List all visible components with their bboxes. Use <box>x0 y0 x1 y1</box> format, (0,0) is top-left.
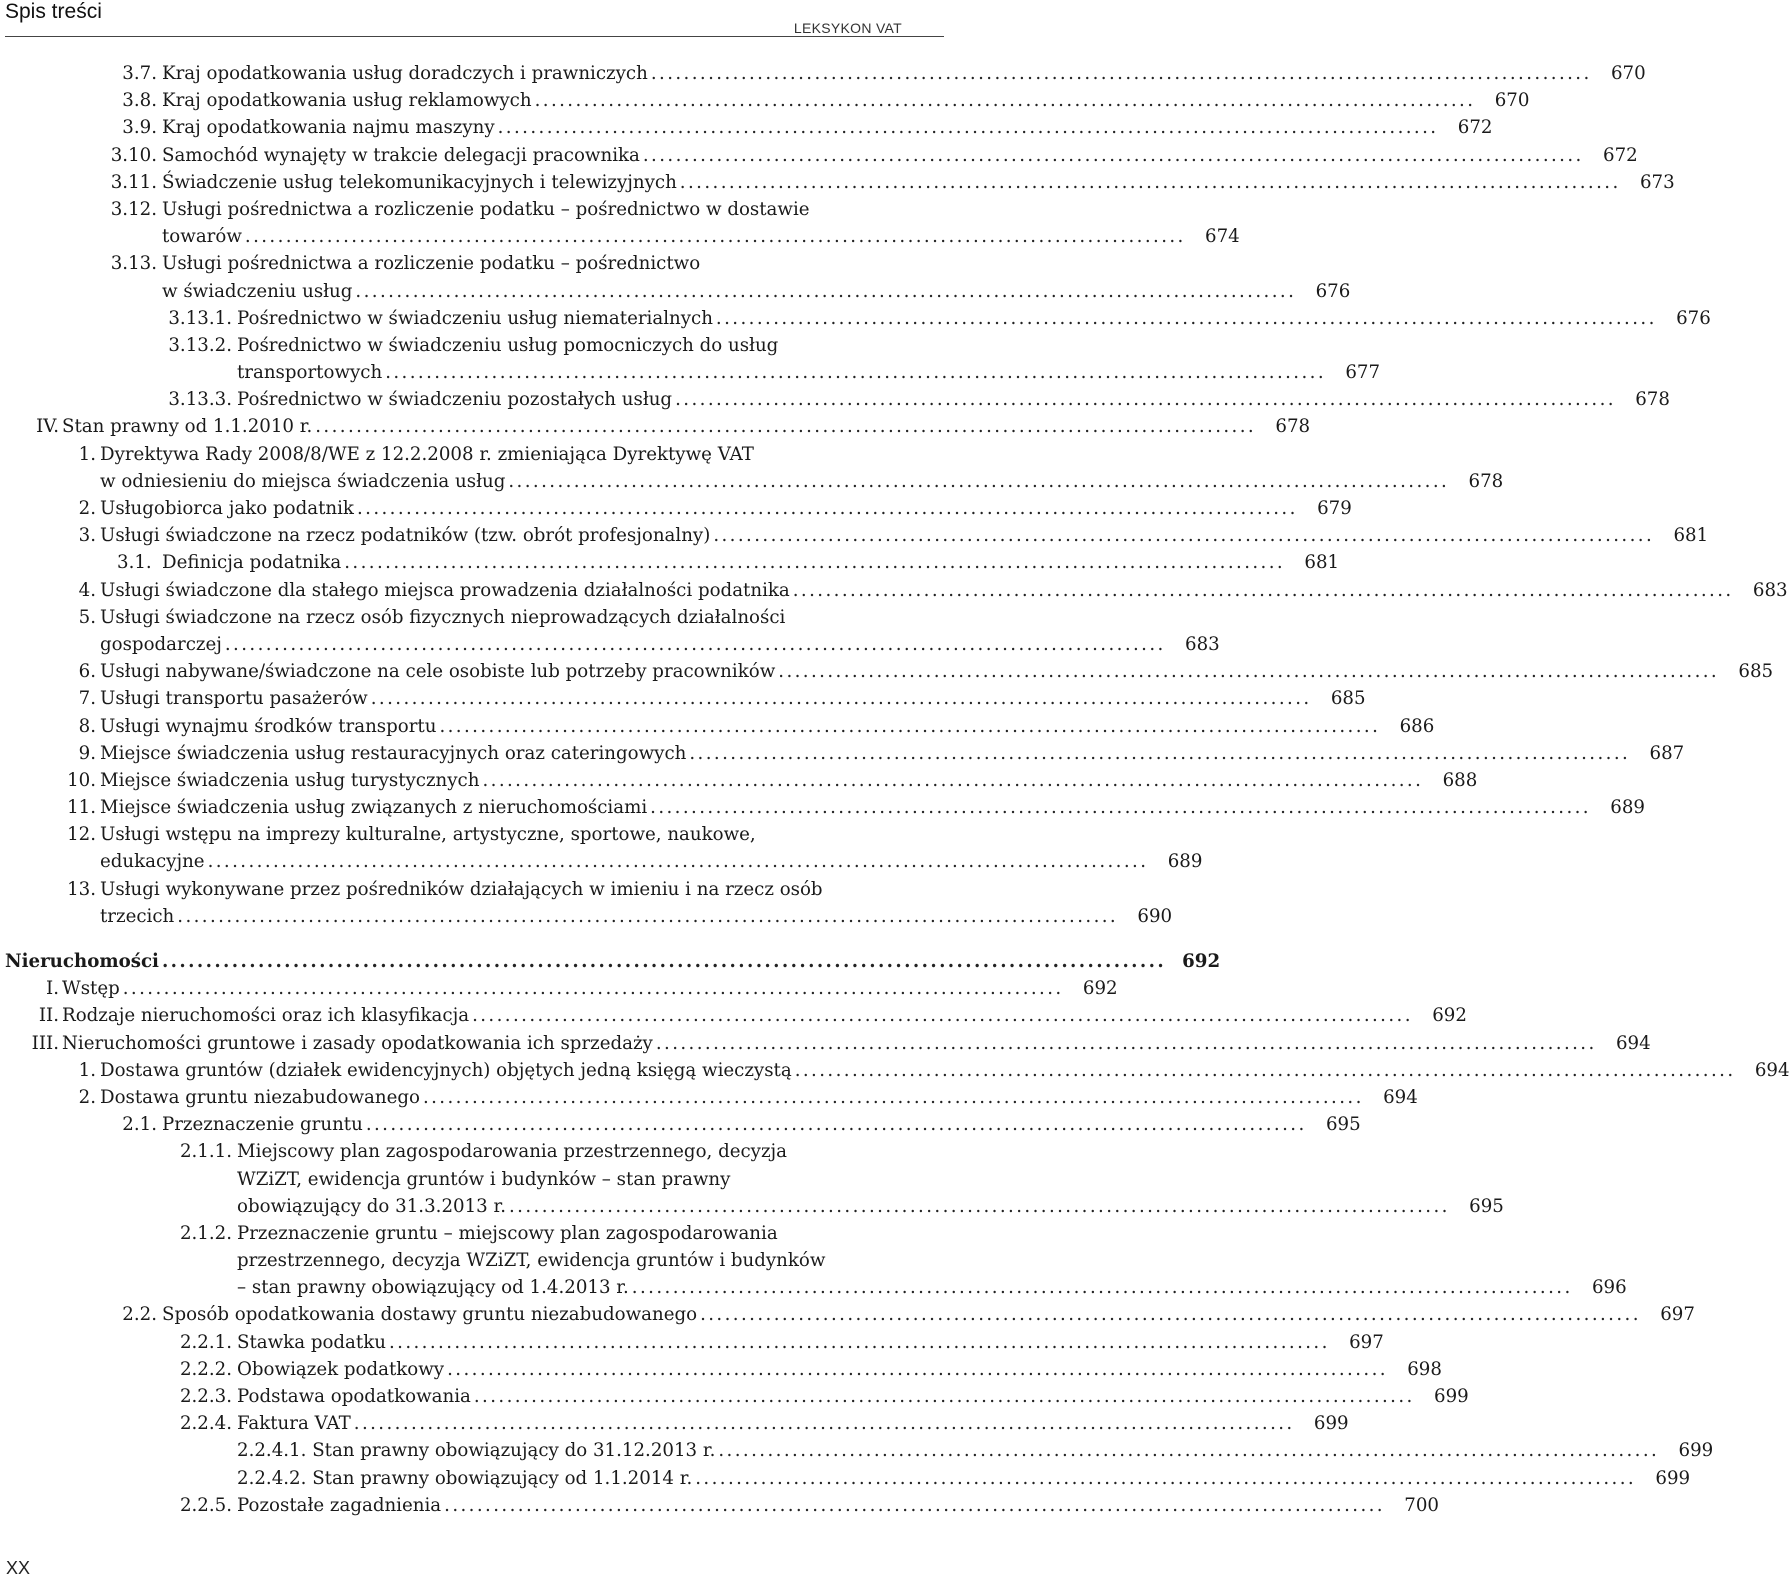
toc-entry-number: 3.13.1. <box>168 307 232 329</box>
toc-entry-title: Dostawa gruntu niezabudowanego <box>100 1086 420 1108</box>
toc-entry-number: 12. <box>67 824 96 846</box>
toc-entry-line <box>100 740 1685 767</box>
toc-entry-number: 11. <box>67 797 96 819</box>
toc-entry-title: obowiązujący do 31.3.2013 r. <box>237 1195 506 1217</box>
toc-entry-page: 678 <box>1468 470 1504 492</box>
toc-entry[interactable] <box>0 386 1670 413</box>
toc-entry-number: 3.7. <box>122 63 157 84</box>
dot-leader: ................................................................................................................... <box>473 1386 1415 1407</box>
dot-leader: ................................................................................................................... <box>356 498 1298 519</box>
toc-entry-line <box>162 169 1675 196</box>
toc-entry[interactable] <box>0 767 1478 794</box>
toc-entry-page: 681 <box>1673 525 1709 547</box>
toc-entry-page: 689 <box>1167 851 1203 873</box>
toc-entry-number: 3.1. <box>117 552 152 574</box>
toc-entry[interactable] <box>0 114 1493 141</box>
toc-entry[interactable] <box>0 522 1709 549</box>
toc-entry-page: 674 <box>1205 226 1240 248</box>
toc-entry-line <box>237 1383 1469 1410</box>
toc-entry-number: I. <box>46 978 59 1000</box>
toc-entry-page: 687 <box>1649 742 1685 764</box>
toc-entry-line <box>100 903 1173 930</box>
dot-leader: ................................................................................................................... <box>388 1331 1330 1353</box>
toc-entry-title: Dyrektywa Rady 2008/8/WE z 12.2.2008 r. zmieniająca Dyrektywę VAT <box>100 443 754 465</box>
dot-leader: ................................................................................................................... <box>689 742 1631 764</box>
toc-entry-number: 8. <box>78 715 96 737</box>
toc-entry[interactable] <box>0 1030 1651 1057</box>
dot-leader: ................................................................................................................... <box>700 1304 1641 1326</box>
toc-entry[interactable] <box>0 577 1788 604</box>
toc-entry[interactable] <box>0 332 1381 386</box>
toc-entry-line <box>100 685 1366 712</box>
toc-entry-line <box>5 948 1221 975</box>
toc-entry-line <box>162 60 1646 87</box>
toc-entry-number: 4. <box>78 579 96 601</box>
toc-entry-line <box>100 767 1478 794</box>
dot-leader: ................................................................................................................... <box>355 280 1297 302</box>
toc-entry[interactable] <box>0 250 1351 304</box>
toc-entry-title: Kraj opodatkowania usług doradczych i prawniczych <box>162 63 648 84</box>
toc-entry-line <box>100 468 1504 495</box>
toc-entry-number: 2.2.4. <box>179 1413 232 1435</box>
toc-entry-page: 700 <box>1404 1494 1439 1516</box>
toc-entry-title: Miejscowy plan zagospodarowania przestrzennego, decyzja <box>237 1141 788 1163</box>
toc-entry-line <box>100 1057 1790 1084</box>
toc-entry-line <box>100 876 946 903</box>
toc-entry[interactable] <box>0 413 1311 440</box>
toc-entry-number: 2.2.2. <box>179 1358 232 1380</box>
dot-leader: ................................................................................................................... <box>224 633 1166 655</box>
toc-entry[interactable] <box>0 1057 1790 1084</box>
toc-entry[interactable] <box>0 169 1675 196</box>
toc-entry-line <box>100 848 1203 875</box>
toc-entry-line <box>237 1437 1714 1464</box>
toc-entry-title: Usługi świadczone na rzecz osób fizycznych nieprowadzących działalności <box>100 606 786 628</box>
page-number: XX <box>6 1558 31 1578</box>
toc-entry-title: w odniesieniu do miejsca świadczenia usług <box>100 470 506 492</box>
toc-entry-number: 2.1. <box>122 1114 157 1136</box>
toc-entry-line <box>100 631 1220 658</box>
toc-entry-number: 3.13. <box>110 253 157 275</box>
toc-entry-line <box>237 386 1670 413</box>
dot-leader: ................................................................................................................... <box>447 1358 1388 1380</box>
toc-entry-line <box>62 975 1118 1002</box>
toc-entry-title: Usługi nabywane/świadczone na cele osobiste lub potrzeby pracowników <box>100 661 776 683</box>
toc-entry-title: Dostawa gruntów (działek ewidencyjnych) objętych jedną księgą wieczystą <box>100 1059 792 1081</box>
dot-leader: ................................................................................................................... <box>794 1059 1736 1081</box>
toc-entry-line <box>237 305 1711 332</box>
dot-leader: ................................................................................................................... <box>679 171 1621 193</box>
running-head: LEKSYKON VAT <box>793 20 902 36</box>
toc-entry-line <box>162 278 1351 305</box>
toc-entry-page: 690 <box>1137 905 1173 927</box>
dot-leader: ................................................................................................................... <box>161 951 1167 972</box>
toc-entry-number: 1. <box>78 443 96 465</box>
toc-entry-title: Wstęp <box>62 978 120 1000</box>
toc-entry-page: 681 <box>1304 552 1340 574</box>
toc-entry[interactable] <box>0 1084 1418 1111</box>
dot-leader: ................................................................................................................... <box>444 1494 1385 1516</box>
toc-entry-title: 2.2.4.2. Stan prawny obowiązujący od 1.1.2014 r. <box>237 1467 693 1489</box>
toc-entry-title: Pozostałe zagadnienia <box>237 1494 442 1516</box>
toc-entry[interactable] <box>0 1329 1384 1356</box>
toc-entry[interactable] <box>0 196 1240 250</box>
dot-leader: ................................................................................................................... <box>650 63 1592 84</box>
toc-entry-number: III. <box>31 1032 59 1054</box>
dot-leader: ................................................................................................................... <box>642 144 1584 166</box>
toc-entry-page: 699 <box>1655 1467 1691 1489</box>
toc-entry-page: 676 <box>1315 280 1351 302</box>
toc-entry-page: 685 <box>1330 688 1366 710</box>
dot-leader: ................................................................................................................... <box>353 1413 1295 1435</box>
toc-entry-title: Obowiązek podatkowy <box>237 1358 445 1380</box>
dot-leader: ................................................................................................................... <box>177 905 1119 927</box>
toc-entry-number: 2.2.1. <box>179 1331 232 1353</box>
toc-entry-line <box>162 142 1638 169</box>
toc-entry-title: Usługi pośrednictwa a rozliczenie podatku – pośrednictwo <box>162 253 701 275</box>
toc-entry-page: 694 <box>1615 1032 1651 1054</box>
toc-entry[interactable] <box>0 1383 1469 1410</box>
toc-entry-page: 695 <box>1325 1114 1361 1136</box>
toc-entry-page: 694 <box>1754 1059 1790 1081</box>
toc-entry-title: Nieruchomości <box>5 951 159 972</box>
toc-entry-line <box>162 549 1340 576</box>
toc-entry-number: 3.12. <box>110 198 157 220</box>
toc-entry-line <box>62 1030 1651 1057</box>
toc-entry-page: 692 <box>1182 951 1221 972</box>
toc-entry-title: Świadczenie usług telekomunikacyjnych i telewizyjnych <box>162 171 677 193</box>
toc-entry[interactable] <box>0 658 1774 685</box>
dot-leader: ................................................................................................................... <box>207 851 1149 873</box>
toc-entry-page: 685 <box>1738 661 1774 683</box>
toc-entry-title: transportowych <box>237 362 383 384</box>
toc-entry-page: 698 <box>1407 1358 1442 1380</box>
toc-entry-title: Samochód wynajęty w trakcie delegacji pracownika <box>162 144 640 166</box>
toc-entry-page: 670 <box>1610 63 1646 84</box>
toc-entry-page: 692 <box>1082 978 1118 1000</box>
dot-leader: ................................................................................................................... <box>244 226 1186 248</box>
toc-entry[interactable] <box>0 1492 1439 1519</box>
toc-entry-title: Pośrednictwo w świadczeniu pozostałych usług <box>237 389 673 411</box>
toc-entry[interactable] <box>0 549 1340 576</box>
toc-entry-page: 678 <box>1275 416 1311 438</box>
toc-entry-line <box>100 821 946 848</box>
toc-entry-line <box>237 1410 1349 1437</box>
toc-entry-title: Stan prawny od 1.1.2010 r. <box>62 416 313 438</box>
toc-entry-page: 672 <box>1457 117 1493 139</box>
toc-entry-title: Kraj opodatkowania usług reklamowych <box>162 90 532 112</box>
toc-entry[interactable] <box>0 1410 1349 1437</box>
toc-entry-page: 683 <box>1752 579 1788 601</box>
toc-entry-number: 2.1.2. <box>179 1222 232 1244</box>
dot-leader: ................................................................................................................... <box>695 1467 1637 1489</box>
toc-entry-number: 3.8. <box>122 90 157 112</box>
dot-leader: ................................................................................................................... <box>508 470 1450 492</box>
toc-entry-title: w świadczeniu usług <box>162 280 353 302</box>
dot-leader: ................................................................................................................... <box>792 579 1734 601</box>
toc-entry-page: 678 <box>1635 389 1670 411</box>
toc-entry-page: 683 <box>1185 633 1220 655</box>
toc-entry[interactable] <box>0 740 1685 767</box>
toc-entry-line <box>237 1329 1384 1356</box>
toc-entry-title: gospodarczej <box>100 633 222 655</box>
toc-entry-number: 3.13.3. <box>168 389 232 411</box>
toc-entry-line <box>237 1220 946 1247</box>
toc-entry-line <box>100 604 946 631</box>
toc-entry-title: Usługi świadczone dla stałego miejsca prowadzenia działalności podatnika <box>100 579 790 601</box>
dot-leader: ................................................................................................................... <box>718 1440 1660 1462</box>
toc-entry-title: Usługi wynajmu środków transportu <box>100 715 437 737</box>
toc-entry-page: 670 <box>1494 90 1530 112</box>
toc-entry-title: towarów <box>162 226 242 248</box>
toc-entry-page: 672 <box>1603 144 1638 166</box>
toc-entry-line <box>237 1138 946 1165</box>
toc-entry-title: Przeznaczenie gruntu – miejscowy plan zagospodarowania <box>237 1222 778 1244</box>
toc-entry-title: Podstawa opodatkowania <box>237 1386 471 1407</box>
dot-leader: ................................................................................................................... <box>315 416 1257 438</box>
toc-entry-title: – stan prawny obowiązujący od 1.4.2013 r. <box>237 1277 629 1299</box>
toc-entry-title: Miejsce świadczenia usług związanych z nieruchomościami <box>100 797 648 819</box>
toc-entry-page: 699 <box>1678 1440 1714 1462</box>
toc-entry[interactable] <box>0 1220 1627 1302</box>
toc-entry-title: Kraj opodatkowania najmu maszyny <box>162 117 495 139</box>
toc-entry-page: 688 <box>1442 769 1478 791</box>
toc-entry-page: 692 <box>1432 1005 1467 1027</box>
toc-entry-title: 2.2.4.1. Stan prawny obowiązujący do 31.12.2013 r. <box>237 1440 716 1462</box>
toc-entry-title: trzecich <box>100 905 175 927</box>
toc-entry[interactable] <box>0 60 1646 87</box>
toc-entry-line <box>100 441 946 468</box>
dot-leader: ................................................................................................................... <box>713 525 1655 547</box>
toc-entry-number: 2. <box>78 1086 96 1108</box>
toc-entry-line <box>237 1465 1691 1492</box>
toc-entry-number: 9. <box>78 742 96 764</box>
toc-entry-line <box>100 577 1788 604</box>
toc-entry-page: 676 <box>1676 307 1711 329</box>
dot-leader: ................................................................................................................... <box>534 90 1476 112</box>
toc-entry-line <box>237 359 1381 386</box>
toc-entry[interactable] <box>0 1138 1504 1220</box>
toc-entry-number: 6. <box>78 661 96 683</box>
toc-entry-page: 699 <box>1434 1386 1469 1407</box>
toc-entry-line <box>237 332 946 359</box>
toc-entry-line <box>162 250 946 277</box>
toc-entry-number: 1. <box>78 1059 96 1081</box>
toc-entry-page: 696 <box>1591 1277 1627 1299</box>
toc-entry-page: 689 <box>1610 797 1645 819</box>
dot-leader: ................................................................................................................... <box>422 1086 1364 1108</box>
header-divider <box>5 36 944 37</box>
toc-entry-page: 695 <box>1469 1195 1504 1217</box>
toc-entry-number: 13. <box>67 878 96 900</box>
toc-entry-page: 697 <box>1349 1331 1384 1353</box>
toc-entry[interactable] <box>0 1437 1714 1464</box>
toc-entry[interactable] <box>0 713 1435 740</box>
toc-entry-number: II. <box>38 1005 59 1027</box>
toc-entry-title: Miejsce świadczenia usług turystycznych <box>100 769 480 791</box>
toc-entry-line <box>162 223 1240 250</box>
toc-entry-line <box>62 413 1311 440</box>
toc-entry-page: 694 <box>1383 1086 1418 1108</box>
toc-entry[interactable] <box>0 821 1203 875</box>
toc-entry-line <box>237 1166 946 1193</box>
toc-entry-title: Usługi wstępu na imprezy kulturalne, artystyczne, sportowe, naukowe, <box>100 824 756 846</box>
toc-entry[interactable] <box>0 948 1221 975</box>
toc-entry[interactable] <box>0 441 1504 495</box>
toc-entry-line <box>237 1356 1442 1383</box>
toc-entry-title: Pośrednictwo w świadczeniu usług niematerialnych <box>237 307 713 329</box>
dot-leader: ................................................................................................................... <box>385 362 1327 384</box>
toc-entry-page: 686 <box>1399 715 1435 737</box>
dot-leader: ................................................................................................................... <box>650 797 1591 819</box>
toc-entry-title: przestrzennego, decyzja WZiZT, ewidencja gruntów i budynków <box>237 1250 826 1272</box>
toc-entry[interactable] <box>0 876 1173 930</box>
toc-entry-line <box>237 1247 946 1274</box>
toc-entry-number: 5. <box>78 606 96 628</box>
dot-leader: ................................................................................................................... <box>497 117 1439 139</box>
toc-entry[interactable] <box>0 87 1530 114</box>
toc-entry-title: Pośrednictwo w świadczeniu usług pomocniczych do usług <box>237 334 779 356</box>
toc-entry[interactable] <box>0 1002 1467 1029</box>
toc-entry-number: 3.11. <box>110 171 157 193</box>
toc-entry-line <box>237 1492 1439 1519</box>
toc-entry-line <box>162 1111 1361 1138</box>
dot-leader: ................................................................................................................... <box>508 1195 1450 1217</box>
toc-entry-title: WZiZT, ewidencja gruntów i budynków – stan prawny <box>237 1168 731 1190</box>
toc-entry-page: 697 <box>1660 1304 1695 1326</box>
toc-entry-number: 3.13.2. <box>168 334 232 356</box>
toc-entry[interactable] <box>0 1111 1361 1138</box>
toc-entry-number: 3.10. <box>110 144 157 166</box>
toc-entry-page: 673 <box>1639 171 1675 193</box>
dot-leader: ................................................................................................................... <box>122 978 1064 1000</box>
dot-leader: ................................................................................................................... <box>344 552 1286 574</box>
toc-entry-title: Przeznaczenie gruntu <box>162 1114 363 1136</box>
toc-entry[interactable] <box>0 975 1118 1002</box>
toc-entry-line <box>162 114 1493 141</box>
dot-leader: ................................................................................................................... <box>439 715 1381 737</box>
toc-entry-line <box>237 1274 1627 1301</box>
toc-entry-number: 2.2. <box>122 1304 157 1326</box>
toc-entry-number: 2.2.5. <box>179 1494 232 1516</box>
toc-entry-title: edukacyjne <box>100 851 205 873</box>
toc-entry-line <box>162 196 946 223</box>
toc-entry[interactable] <box>0 1301 1695 1328</box>
toc-entry-title: Usługi świadczone na rzecz podatników (tzw. obrót profesjonalny) <box>100 525 711 547</box>
toc-entry-title: Usługobiorca jako podatnik <box>100 498 354 519</box>
toc-entry-number: 2.1.1. <box>179 1141 232 1163</box>
dot-leader: ................................................................................................................... <box>631 1277 1573 1299</box>
toc-entry-number: IV. <box>36 416 59 438</box>
section-title: Spis treści <box>5 0 102 23</box>
toc-entry-line <box>100 794 1645 821</box>
toc-entry[interactable] <box>0 1356 1442 1383</box>
section-gap <box>0 930 960 948</box>
toc-entry[interactable] <box>0 1465 1691 1492</box>
toc-entry-title: Usługi pośrednictwa a rozliczenie podatku – pośrednictwo w dostawie <box>162 198 810 220</box>
toc-entry[interactable] <box>0 685 1366 712</box>
dot-leader: ................................................................................................................... <box>472 1005 1413 1027</box>
toc-entry-page: 679 <box>1317 498 1352 519</box>
toc-entry-title: Miejsce świadczenia usług restauracyjnych oraz cateringowych <box>100 742 687 764</box>
toc-entry-title: Rodzaje nieruchomości oraz ich klasyfikacja <box>62 1005 470 1027</box>
toc-entry-title: Usługi transportu pasażerów <box>100 688 368 710</box>
toc-entry-number: 3. <box>78 525 96 547</box>
toc-entry-line <box>162 1301 1695 1328</box>
dot-leader: ................................................................................................................... <box>655 1032 1597 1054</box>
dot-leader: ................................................................................................................... <box>482 769 1424 791</box>
toc-entry[interactable] <box>0 604 1220 658</box>
toc-entry-number: 2.2.3. <box>179 1386 232 1407</box>
toc-entry-number: 3.9. <box>122 117 157 139</box>
toc-entry-line <box>62 1002 1467 1029</box>
toc-entry[interactable] <box>0 305 1711 332</box>
toc-entry[interactable] <box>0 495 1352 522</box>
toc-entry-title: Sposób opodatkowania dostawy gruntu niezabudowanego <box>162 1304 698 1326</box>
toc-entry-line <box>100 495 1352 522</box>
toc-entry-line <box>162 87 1530 114</box>
toc-entry-title: Nieruchomości gruntowe i zasady opodatkowania ich sprzedaży <box>62 1032 653 1054</box>
dot-leader: ................................................................................................................... <box>370 688 1312 710</box>
dot-leader: ................................................................................................................... <box>675 389 1616 411</box>
toc-entry-line <box>100 1084 1418 1111</box>
toc-entry-title: Faktura VAT <box>237 1413 351 1435</box>
toc-entry-number: 10. <box>67 769 96 791</box>
dot-leader: ................................................................................................................... <box>715 307 1657 329</box>
toc-entry-number: 7. <box>78 688 96 710</box>
toc-entry-title: Usługi wykonywane przez pośredników działających w imieniu i na rzecz osób <box>100 878 823 900</box>
toc-entry-title: Stawka podatku <box>237 1331 386 1353</box>
dot-leader: ................................................................................................................... <box>778 661 1720 683</box>
toc-entry[interactable] <box>0 794 1645 821</box>
toc-entry-line <box>237 1193 1504 1220</box>
toc-entry-page: 699 <box>1313 1413 1349 1435</box>
toc-entry-title: Definicja podatnika <box>162 552 342 574</box>
toc-entry-line <box>100 522 1709 549</box>
toc-entry-line <box>100 658 1774 685</box>
toc-entry-page: 677 <box>1345 362 1381 384</box>
toc-entry-number: 2. <box>78 498 96 519</box>
dot-leader: ................................................................................................................... <box>365 1114 1307 1136</box>
table-of-contents <box>0 60 1790 1519</box>
toc-entry[interactable] <box>0 142 1638 169</box>
toc-entry-line <box>100 713 1435 740</box>
